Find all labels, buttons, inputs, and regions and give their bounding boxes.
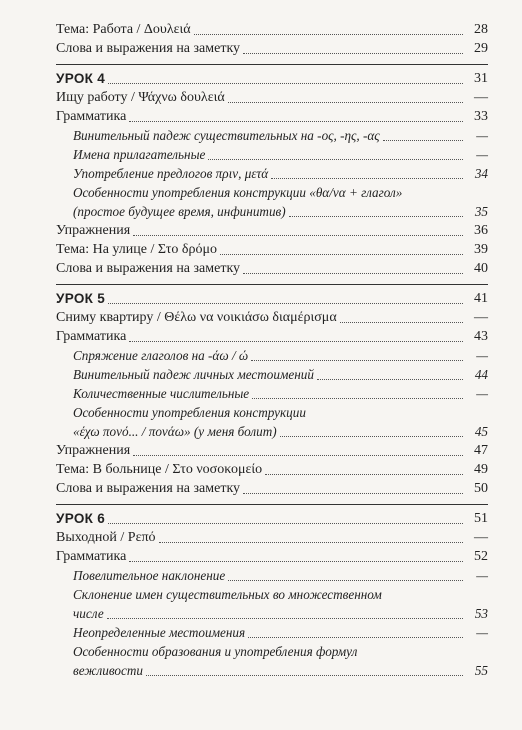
toc-entry[interactable] [56,479,488,498]
dot-leader [108,82,463,84]
toc-entry[interactable] [56,308,488,327]
toc-entry[interactable] [56,202,488,221]
dot-leader [228,579,463,581]
toc-entry[interactable] [56,145,488,164]
toc-entry-title: Слова и выражения на заметку [56,40,243,58]
toc-entry-title: Выходной / Ρεπό [56,529,159,547]
dot-leader [133,454,463,456]
toc-page-number: 44 [474,367,488,382]
dot-leader [289,215,463,217]
dot-leader [271,177,463,179]
toc-entry-title: Грамматика [56,108,129,126]
toc-entry-title: вежливости [73,662,146,680]
toc-page-number: 43 [474,329,488,344]
toc-page-number: 53 [474,606,488,621]
toc-entry[interactable] [56,20,488,39]
toc-entry-title: Слова и выражения на заметку [56,480,243,498]
toc-page-number: — [476,147,488,162]
section-divider [56,504,488,505]
toc-entry-title: Склонение имен существительных во множественном [73,587,382,602]
toc-entry-title: «έχω πονό... / πονάω» (у меня болит) [73,423,280,441]
dot-leader [129,340,463,342]
toc-page-number: 29 [474,41,488,56]
toc-entry[interactable] [56,240,488,259]
toc-entry-title: Слова и выражения на заметку [56,260,243,278]
toc-entry-title: УРОК 6 [56,510,108,528]
toc-entry-title: Грамматика [56,548,129,566]
dot-leader [129,120,463,122]
toc-page-number: 33 [474,109,488,124]
lesson-heading[interactable] [56,289,488,308]
toc-page-number: — [476,386,488,401]
toc-entry-title: УРОК 5 [56,290,108,308]
toc-entry[interactable] [56,164,488,183]
dot-leader [280,435,463,437]
toc-entry-title: Имена прилагательные [73,146,208,164]
toc-page-number: 50 [474,481,488,496]
toc-entry[interactable] [56,88,488,107]
toc-entry[interactable] [56,259,488,278]
toc-entry[interactable] [56,384,488,403]
lesson-heading[interactable] [56,69,488,88]
toc-entry[interactable] [56,327,488,346]
toc-entry-title: Употребление предлогов πριν, μετά [73,165,271,183]
dot-leader [108,302,463,304]
toc-page-number: — [474,310,488,325]
toc-entry[interactable] [56,365,488,384]
toc-entry-title: Неопределенные местоимения [73,624,248,642]
toc-page-number: 34 [474,166,488,181]
toc-entry-title: Винительный падеж существительных на -ος, -ης, -ας [73,127,383,145]
toc-page-number: 35 [474,204,488,219]
toc-entry[interactable] [56,604,488,623]
toc-entry-title: (простое будущее время, инфинитив) [73,203,289,221]
dot-leader [248,636,463,638]
toc-page-number: — [476,348,488,363]
toc-entry[interactable] [56,107,488,126]
section-divider [56,284,488,285]
toc-entry-title: Тема: На улице / Στο δρόμο [56,241,220,259]
dot-leader [317,378,463,380]
toc-page-number: 31 [474,71,488,86]
dot-leader [265,473,463,475]
toc-entry-title: числе [73,605,107,623]
dot-leader [133,234,463,236]
toc-entry[interactable] [56,39,488,58]
toc-entry-title: Повелительное наклонение [73,567,228,585]
toc-entry[interactable] [56,183,488,202]
dot-leader [228,101,463,103]
toc-page-number: 49 [474,462,488,477]
table-of-contents [56,20,488,680]
toc-entry-title: УРОК 4 [56,70,108,88]
dot-leader [194,33,463,35]
toc-entry[interactable] [56,346,488,365]
toc-page-number: 52 [474,549,488,564]
toc-page-number: 40 [474,261,488,276]
toc-page-number: — [474,90,488,105]
toc-entry-title: Упражнения [56,442,133,460]
toc-page-number: — [476,568,488,583]
toc-entry-title: Тема: Работа / Δουλειά [56,21,194,39]
toc-entry[interactable] [56,403,488,422]
toc-entry[interactable] [56,566,488,585]
dot-leader [208,158,463,160]
dot-leader [108,522,463,524]
dot-leader [146,674,463,676]
toc-entry[interactable] [56,528,488,547]
dot-leader [107,617,463,619]
toc-entry[interactable] [56,547,488,566]
toc-entry-title: Особенности употребления конструкции [73,405,306,420]
toc-entry[interactable] [56,642,488,661]
toc-entry-title: Ищу работу / Ψάχνω δουλειά [56,89,228,107]
toc-entry-title: Тема: В больнице / Στο νοσοκομείο [56,461,265,479]
toc-entry-title: Особенности употребления конструкции «θα/να + глагол» [73,185,403,200]
toc-page-number: — [474,530,488,545]
toc-page-number: 28 [474,22,488,37]
toc-page-number: 55 [474,663,488,678]
dot-leader [243,272,463,274]
dot-leader [159,541,463,543]
toc-page-number: 36 [474,223,488,238]
toc-entry[interactable] [56,623,488,642]
toc-entry[interactable] [56,126,488,145]
dot-leader [251,359,463,361]
toc-entry-title: Количественные числительные [73,385,252,403]
toc-entry[interactable] [56,422,488,441]
toc-page-number: 45 [474,424,488,439]
toc-entry-title: Спряжение глаголов на -άω / ώ [73,347,251,365]
toc-page-number: — [476,625,488,640]
section-divider [56,64,488,65]
toc-entry[interactable] [56,661,488,680]
dot-leader [252,397,463,399]
toc-page-number: 39 [474,242,488,257]
toc-entry[interactable] [56,460,488,479]
toc-entry-title: Сниму квартиру / Θέλω να νοικιάσω διαμέρισμα [56,309,340,327]
dot-leader [243,492,463,494]
toc-page-number: — [476,128,488,143]
toc-entry-title: Винительный падеж личных местоимений [73,366,317,384]
dot-leader [340,321,463,323]
dot-leader [129,560,463,562]
toc-entry[interactable] [56,585,488,604]
toc-entry-title: Особенности образования и употребления формул [73,644,358,659]
toc-page-number: 41 [474,291,488,306]
lesson-heading[interactable] [56,509,488,528]
dot-leader [243,52,463,54]
toc-entry-title: Упражнения [56,222,133,240]
dot-leader [220,253,463,255]
toc-entry[interactable] [56,221,488,240]
toc-page-number: 51 [474,511,488,526]
toc-entry-title: Грамматика [56,328,129,346]
dot-leader [383,139,463,141]
toc-page-number: 47 [474,443,488,458]
toc-entry[interactable] [56,441,488,460]
